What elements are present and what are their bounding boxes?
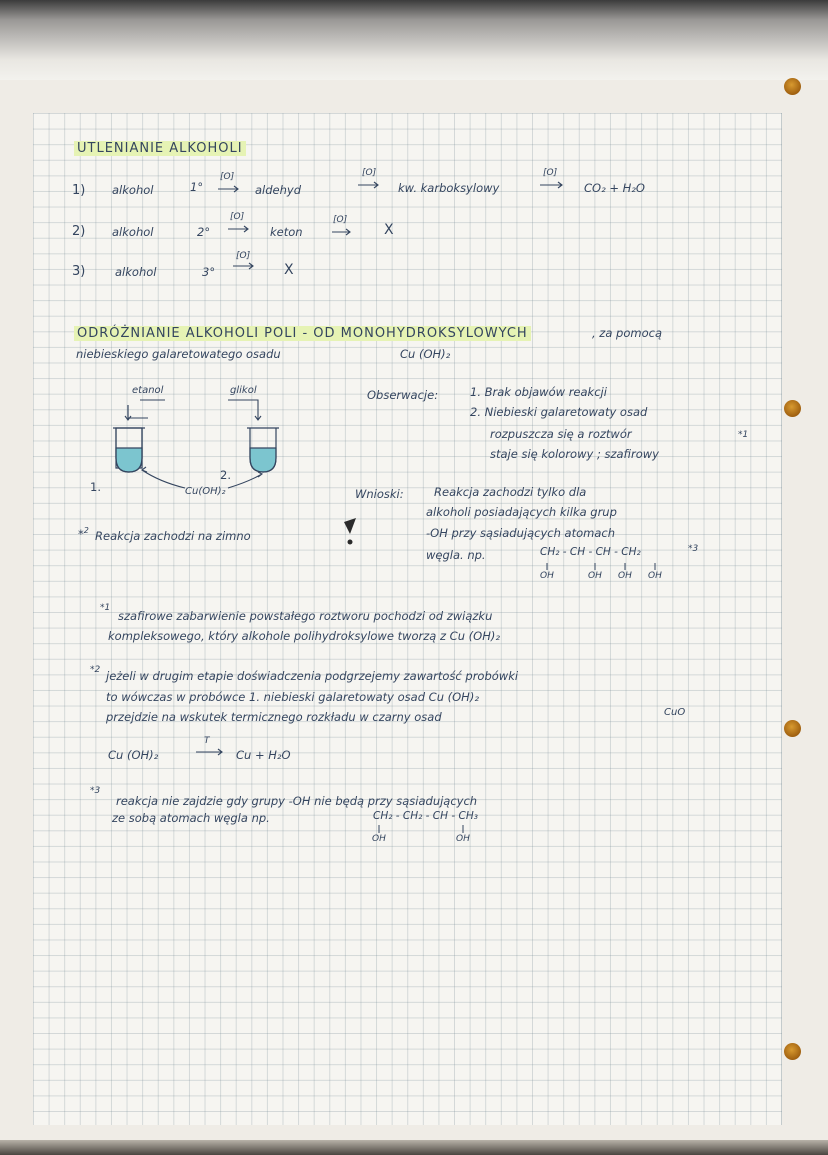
label-underline: [228, 400, 258, 405]
reaction-arrow: [196, 749, 222, 755]
oh-group: OH: [588, 571, 602, 581]
feed-arrow: [125, 405, 131, 420]
footnote3-formula: CH₂ - CH₂ - CH - CH₃: [373, 810, 478, 822]
footnote-mark: *1: [100, 603, 111, 613]
product-ketone: keton: [270, 225, 303, 239]
observation-line: staje się kolorowy ; szafirowy: [490, 447, 659, 461]
conclusion-formula: CH₂ - CH - CH - CH₂: [540, 546, 641, 558]
alcohol-label: alkohol: [112, 183, 154, 197]
footnote2-line: przejdzie na wskutek termicznego rozkładu w czarny osad: [106, 710, 442, 724]
row-number: 2): [72, 224, 86, 239]
footnote1-line: szafirowe zabarwienie powstałego roztworu pochodzi od związku: [118, 609, 493, 623]
section-title-oxidation: UTLENIANIE ALKOHOLI: [74, 141, 246, 156]
distinction-line2: niebieskiego galaretowatego osadu: [76, 347, 281, 361]
observations-heading: Obserwacje:: [367, 388, 439, 402]
observation-line: 2. Niebieski galaretowaty osad: [470, 405, 648, 419]
distinction-tail: , za pomocą: [592, 326, 662, 340]
oxidant-label: [O]: [220, 172, 235, 182]
row-number: 1): [72, 183, 86, 198]
conclusion-line: alkoholi posiadających kilka grup: [426, 505, 617, 519]
reaction-arrow: [332, 229, 350, 235]
oxidant-label: [O]: [362, 168, 377, 178]
cold-note-marker: *$^2$: [78, 526, 89, 541]
conclusion-line: -OH przy sąsiadujących atomach: [426, 526, 615, 540]
product-co2-h2o: CO₂ + H₂O: [584, 181, 645, 195]
product-carboxylic-acid: kw. karboksylowy: [398, 181, 500, 195]
alcohol-degree: 3°: [202, 265, 216, 279]
cuo-label: CuO: [664, 707, 686, 718]
section-title-distinction: ODRÓŻNIANIE ALKOHOLI POLI - OD MONOHYDROKSYLOWYCH: [74, 326, 531, 341]
oxidant-label: [O]: [333, 215, 348, 225]
test-tube-1: [113, 428, 145, 472]
observation-line: 1. Brak objawów reakcji: [470, 385, 607, 399]
oxidant-label: [O]: [543, 168, 558, 178]
tube2-number: 2.: [220, 468, 231, 482]
alcohol-label: alkohol: [112, 225, 154, 239]
footnote1-line: kompleksowego, który alkohole polihydroksylowe tworzą z Cu (OH)₂: [108, 629, 500, 643]
reaction-arrow: [358, 182, 378, 188]
alcohol-label: alkohol: [115, 265, 157, 279]
conclusion-line: węgla. np.: [426, 548, 486, 562]
footnote-mark: *3: [90, 786, 101, 796]
distinction-reagent: Cu (OH)₂: [400, 347, 451, 361]
tube1-label: etanol: [132, 385, 164, 396]
equation-condition: T: [204, 736, 210, 746]
oxidant-label: [O]: [236, 251, 251, 261]
reaction-arrow: [233, 263, 253, 269]
oh-group: OH: [372, 834, 386, 844]
footnote-mark: *1: [738, 430, 749, 440]
reaction-arrow: [228, 226, 248, 232]
tube2-label: glikol: [230, 385, 257, 396]
conclusion-line: Reakcja zachodzi tylko dla: [434, 485, 587, 499]
oh-group: OH: [618, 571, 632, 581]
alcohol-degree: 1°: [190, 180, 204, 194]
oh-group: OH: [456, 834, 470, 844]
reaction-arrow: [218, 186, 238, 192]
footnote3-line: reakcja nie zajdzie gdy grupy -OH nie będą przy sąsiadujących: [116, 794, 478, 808]
exclamation-icon: [344, 518, 356, 545]
footnote-mark: *2: [90, 665, 101, 675]
observation-line: rozpuszcza się a roztwór: [490, 427, 632, 441]
reaction-arrow: [540, 182, 562, 188]
tube1-number: 1.: [90, 480, 101, 494]
reagent-label: Cu(OH)₂: [185, 486, 226, 497]
feed-arrow: [255, 405, 261, 420]
footnote-mark: *3: [688, 544, 699, 554]
oh-group: OH: [540, 571, 554, 581]
oh-group: OH: [648, 571, 662, 581]
conclusions-heading: Wnioski:: [355, 487, 404, 501]
alcohol-degree: 2°: [197, 225, 211, 239]
product-aldehyde: aldehyd: [255, 183, 302, 197]
footnote2-line: jeżeli w drugim etapie doświadczenia podgrzejemy zawartość probówki: [106, 669, 519, 683]
row-number: 3): [72, 264, 86, 279]
test-tube-2: [247, 428, 279, 472]
equation-left: Cu (OH)₂: [108, 748, 159, 762]
oxidant-label: [O]: [230, 212, 245, 222]
reagent-arrows: [142, 467, 262, 488]
no-reaction-mark: X: [284, 262, 294, 278]
footnote2-line: to wówczas w probówce 1. niebieski galaretowaty osad Cu (OH)₂: [106, 690, 479, 704]
no-reaction-mark: X: [384, 222, 394, 238]
cold-note: Reakcja zachodzi na zimno: [95, 529, 251, 543]
equation-right: Cu + H₂O: [236, 748, 291, 762]
footnote3-line: ze sobą atomach węgla np.: [112, 811, 270, 825]
